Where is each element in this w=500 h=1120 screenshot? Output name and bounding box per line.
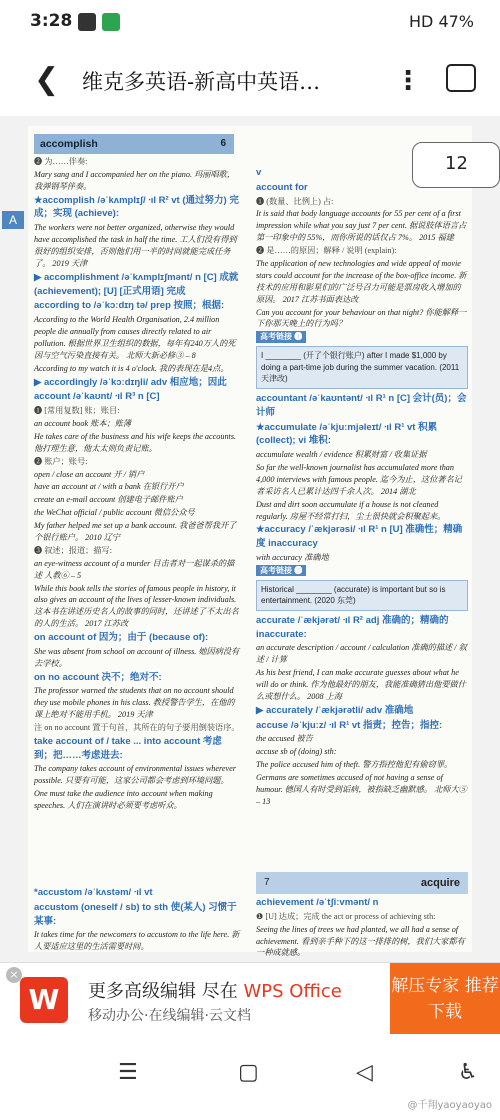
- ad-subline: 移动办公·在线编辑·云文档: [88, 1008, 251, 1024]
- entry-headword: accustom (oneself / sb) to sth 使(某人) 习惯于某事:: [34, 901, 237, 927]
- entry-text: According to my watch it is 4 o'clock. 我的表现在是4点。: [34, 363, 229, 373]
- entry-headword: ★accuracy /ˈækjərəsi/ ᐧıl R¹ n [U] 准确性；精确度 inaccuracy: [256, 524, 463, 550]
- entry-headword: ★accomplish /əˈkʌmplɪʃ/ ᐧıl R² vt (通过努力) 完成；实现 (achieve):: [34, 194, 239, 220]
- ad-headline: [88, 977, 342, 1003]
- entry-text: 注 on no account 置于句首，其所在的句子要用倒装语序。: [34, 723, 240, 733]
- entry-headword: achievement /əˈtʃiːvmənt/ n: [256, 897, 379, 908]
- close-ad-icon[interactable]: ×: [6, 967, 22, 983]
- entry-text: an account book 账本；账簿: [34, 418, 132, 428]
- entry-text: an eye-witness account of a murder 目击者对一起谋杀的描述 人教⑥ – 5: [34, 558, 235, 580]
- entry-headword: account for: [256, 181, 308, 193]
- entry-text: ❷ 账户；账号:: [34, 456, 88, 466]
- entry-text: accumulate wealth / evidence 积累财富 / 收集证据: [256, 450, 427, 460]
- entry-headword: accuse /əˈkjuːz/ ᐧıl R¹ vt 指责；控告；指控:: [256, 719, 443, 731]
- ad-brand: WPS Office: [243, 981, 342, 1002]
- next-page-header: [256, 872, 468, 894]
- entry-headword: ▶ accordingly /əˈkɔːdɪŋli/ adv 相应地；因此: [34, 376, 227, 388]
- section-letter-tab: A: [2, 211, 24, 229]
- entry-text: ❶ [常用复数] 账；账目:: [34, 406, 120, 416]
- status-battery: HD 47%: [409, 12, 474, 31]
- entry-headword: according to /əˈkɔːdɪŋ tə/ prep 按照；根据:: [34, 300, 225, 312]
- accessibility-icon[interactable]: ♿: [458, 1060, 478, 1085]
- entry-text: According to the World Health Organisation, 2.4 million people die annually from causes directly related to air pollution. 根据世界卫生组织的数据，每年有240万人的死因与空气污染直接有关。 北师大新必修③ – 8: [34, 315, 236, 360]
- next-page-word: acquire: [420, 877, 460, 889]
- entry-text: Seeing the lines of trees we had planted, we all had a sense of achievement. 看到亲手种下的这一排排的树，我们大家都有一种成就感。: [256, 924, 465, 958]
- entry-text: Dust and dirt soon accumulate if a house is not cleaned regularly. 房屋不经常打扫，尘土很快就会积聚起来。: [256, 499, 446, 521]
- entry-text: He takes care of the business and his wife keeps the accounts. 他打理生意，他太太则负责记账。: [34, 431, 237, 453]
- app-notification-icon: [78, 13, 96, 31]
- entry-text: an accurate description / account / calculation 准确的描述 / 叙述 / 计算: [256, 643, 467, 665]
- ad-download-button[interactable]: 解压专家 推荐下载: [390, 963, 500, 1035]
- document-title: 维克多英语-新高中英语…: [82, 70, 321, 94]
- exam-link: [256, 565, 468, 577]
- message-notification-icon: [102, 13, 120, 31]
- entry-text: open / close an account 开 / 销户: [34, 469, 145, 479]
- entry-text: ❸ 叙述；报道；描写:: [34, 545, 113, 555]
- exam-question: Historical ________ (accurate) is important but so is entertainment. (2020 东莞): [256, 580, 468, 611]
- entry-headword: ★accumulate /əˈkjuːmjəleɪt/ ᐧıl R¹ vt 积累 (collect); vi 堆积:: [256, 421, 438, 447]
- entry-text: The company takes account of environmental issues wherever possible. 只要有可能，这家公司都会考虑到环境问题。: [34, 764, 236, 786]
- entry-text: One must take the audience into account when making speeches. 人们在演讲时必须要考虑听众。: [34, 789, 213, 811]
- status-bar: [0, 0, 500, 44]
- document-viewer[interactable]: [0, 116, 500, 962]
- app-bar: [0, 44, 500, 116]
- entry-text: The workers were not better organized, otherwise they would have accomplished the task in half the time. 工人们没有得到很好的组织安排，否则他们用一半的时间就能完成任务了。 2019 天津: [34, 223, 237, 268]
- page-number-note[interactable]: [412, 142, 500, 188]
- header-number: 6: [220, 138, 226, 149]
- entry-text: While this book tells the stories of famous people in history, it also gives an account of the lives of lesser-known individuals. 这本书在讲述历史名人的故事的同时，还讲述了不太出名的人的生活。 2017 江苏改: [34, 583, 239, 629]
- entry-headword: on account of 因为；由于 (because of):: [34, 632, 209, 644]
- entry-text: ❷ 为……伴奏:: [34, 157, 88, 166]
- entry-headword: accurate /ˈækjərət/ ᐧıl R² adj 准确的；精确的 inaccurate:: [256, 614, 449, 640]
- ad-headline-text: 更多高级编辑 尽在: [88, 981, 238, 1002]
- export-icon[interactable]: [446, 64, 476, 92]
- entry-text: So far the well-known journalist has accumulated more than 4,000 interviews with famous people. 迄今为止，这位著名记者采访名人已累计达四千余人次。 2014 湖北: [256, 462, 462, 496]
- entry-headword: account /əˈkaʊnt/ ᐧıl R³ n [C]: [34, 391, 160, 403]
- home-icon[interactable]: ▢: [238, 1060, 259, 1085]
- entry-text: Germans are sometimes accused of not having a sense of humour. 德国人有时受到诟病，被指缺乏幽默感。 北师大⑤ – 13: [256, 773, 467, 806]
- entry-headword: on no account 决不；绝对不:: [34, 671, 162, 683]
- entry-headword: v: [256, 167, 262, 178]
- more-menu-icon[interactable]: ⋮: [395, 66, 421, 96]
- left-column: [34, 156, 240, 813]
- page-number: 12: [445, 153, 468, 174]
- right-column: [256, 166, 468, 809]
- entry-text: It is said that body language accounts for 55 per cent of a first impression while what you say just 7 per cent. 据说肢体语言占第一印象中的 55%，而你所说的话仅占 7%。 2015 福建: [256, 209, 467, 243]
- system-nav-bar: [0, 1034, 500, 1120]
- header-word: accomplish: [40, 138, 98, 150]
- bottom-right-column: [256, 896, 468, 960]
- entry-text: Can you account for your behaviour on that night? 你能解释一下你那天晚上的行为吗？: [256, 307, 467, 329]
- exam-link-tag: 高考链接 ❶: [256, 331, 306, 343]
- entry-headword: *accustom /əˈkʌstəm/ ᐧıl vt: [34, 887, 153, 898]
- wps-logo-icon: W: [20, 977, 68, 1023]
- entry-headword: accountant /əˈkaʊntənt/ ᐧıl R¹ n [C] 会计(员)；会计师: [256, 393, 467, 418]
- exam-link: [256, 331, 468, 343]
- entry-text: My father helped me set up a bank account. 我爸爸帮我开了个银行账户。 2010 辽宁: [34, 521, 237, 542]
- next-page-number: 7: [264, 877, 270, 888]
- entry-headword: ▶ accomplishment /əˈkʌmplɪʃmənt/ n [C] 成就(achievement); [U] [正式用语] 完成: [34, 271, 239, 297]
- entry-text: ❶ [U] 达成；完成 the act or process of achieving sth:: [256, 911, 436, 921]
- entry-text: create an e-mail account 创建电子邮件账户: [34, 495, 183, 505]
- entry-headword: ▶ accurately /ˈækjərətli/ adv 准确地: [256, 704, 414, 716]
- bottom-left-column: [34, 886, 240, 954]
- back-arrow-icon[interactable]: ❮: [34, 62, 60, 97]
- entry-text: the accused 被告: [256, 734, 313, 744]
- entry-text: the WeChat official / public account 微信公众号: [34, 508, 195, 518]
- status-time: 3:28: [30, 11, 73, 31]
- entry-text: ❷ 是……的原因；解释 / 说明 (explain):: [256, 246, 397, 256]
- wps-ad-banner[interactable]: [0, 962, 500, 1034]
- exam-link-tag: 高考链接 ❷: [256, 565, 306, 577]
- entry-headword: take account of / take ... into account 考虑到；把……考虑进去:: [34, 735, 222, 761]
- watermark: @千翔yaoyaoyao: [407, 1100, 492, 1111]
- entry-text: The application of new technologies and wide appeal of movie stars could account for the increase of the box-office income. 新技术的应用和影星们的广泛号召力可能是票房收入增加的原因。 2017 江苏书面表达改: [256, 258, 467, 304]
- entry-text: Mary sang and I accompanied her on the piano. 玛丽唱歌，我弹钢琴伴奏。: [34, 169, 236, 191]
- entry-text: It takes time for the newcomers to accustom to the life here. 新人要适应这里的生活需要时间。: [34, 930, 240, 952]
- entry-text: The professor warned the students that on no account should they use mobile phones in his class. 教授警告学生，在他的课上绝对不能用手机。 2019 天津: [34, 686, 235, 720]
- entry-text: with accuracy 准确地: [256, 552, 329, 562]
- back-icon[interactable]: ◁: [356, 1060, 373, 1085]
- dictionary-page: [28, 126, 472, 958]
- entry-text: ❶ (数量、比例上) 占:: [256, 196, 334, 206]
- recent-apps-icon[interactable]: ☰: [118, 1060, 138, 1085]
- entry-text: She was absent from school on account of illness. 她因病没有去学校。: [34, 646, 240, 668]
- page-header: [34, 134, 234, 154]
- entry-text: have an account at / with a bank 在银行开户: [34, 482, 184, 492]
- entry-text: accuse sb of (doing) sth:: [256, 747, 337, 757]
- entry-text: As his best friend, I can make accurate guesses about what he will do or think. 作为他最好的朋友，我能准确猜出他要做什么或想什么。 2008 上海: [256, 668, 466, 701]
- entry-text: The police accused him of theft. 警方指控他犯有偷窃罪。: [256, 760, 453, 770]
- exam-question: I ________ (开了个银行账户) after I made $1,000 by doing a part-time job during the summer vacation. (2011 天津改): [256, 346, 468, 389]
